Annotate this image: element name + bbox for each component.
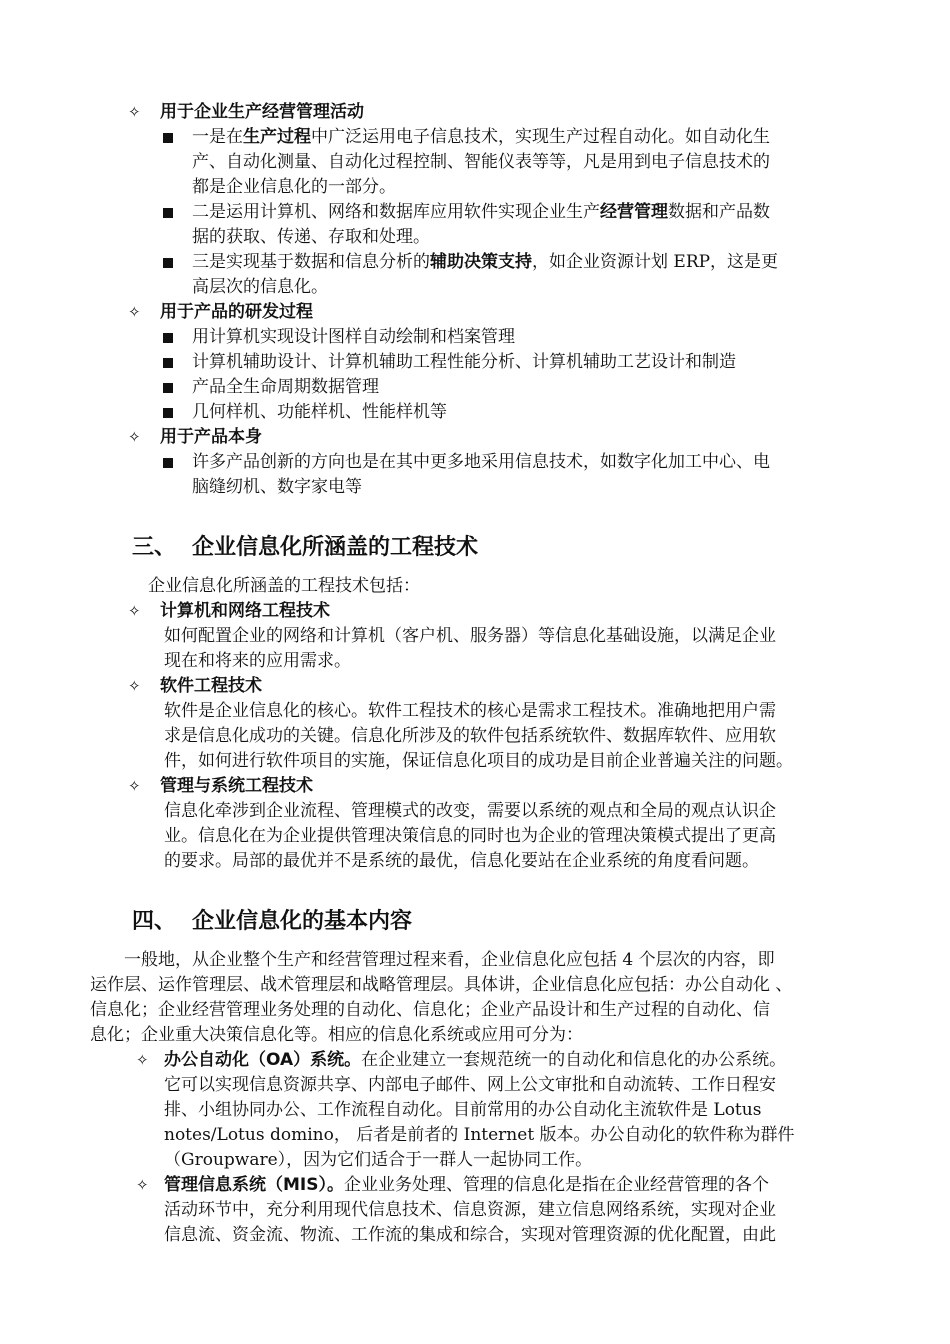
tech-title: 管理与系统工程技术: [160, 776, 313, 796]
section-number: 三、: [132, 535, 177, 560]
tech-text: 现在和将来的应用需求。: [164, 651, 351, 671]
diamond-bullet-icon: ✧: [128, 303, 141, 321]
diamond-bullet-icon: ✧: [128, 103, 141, 121]
section-heading: 企业信息化所涵盖的工程技术: [192, 535, 479, 560]
square-bullet-icon: [163, 258, 173, 268]
tech-text: 信息化牵涉到企业流程、管理模式的改变，需要以系统的观点和全局的观点认识企: [164, 801, 776, 821]
group-title: 用于企业生产经营管理活动: [160, 102, 364, 122]
bullet-text: 高层次的信息化。: [192, 277, 328, 297]
square-bullet-icon: [163, 133, 173, 143]
list-item: 几何样机、功能样机、性能样机等: [192, 402, 447, 422]
bullet-text: 许多产品创新的方向也是在其中更多地采用信息技术，如数字化加工中心、电: [192, 452, 770, 472]
tech-text: 件，如何进行软件项目的实施，保证信息化项目的成功是目前企业普遍关注的问题。: [164, 751, 793, 771]
diamond-bullet-icon: ✧: [128, 777, 141, 795]
diamond-bullet-icon: ✧: [128, 602, 141, 620]
section-number: 四、: [132, 909, 177, 934]
oa-system: 办公自动化（OA）系统。在企业建立一套规范统一的自动化和信息化的办公系统。: [164, 1050, 787, 1070]
bullet-text: 二是运用计算机、网络和数据库应用软件实现企业生产经营管理数据和产品数: [192, 202, 770, 222]
diamond-bullet-icon: ✧: [136, 1051, 149, 1069]
diamond-bullet-icon: ✧: [128, 428, 141, 446]
square-bullet-icon: [163, 208, 173, 218]
mis-text: 活动环节中，充分利用现代信息技术、信息资源，建立信息网络系统，实现对企业: [164, 1200, 776, 1220]
tech-text: 求是信息化成功的关键。信息化所涉及的软件包括系统软件、数据库软件、应用软: [164, 726, 776, 746]
oa-text: （Groupware），因为它们适合于一群人一起协同工作。: [164, 1150, 593, 1170]
section-intro: 企业信息化所涵盖的工程技术包括：: [148, 576, 420, 596]
square-bullet-icon: [163, 358, 173, 368]
mis-system: 管理信息系统（MIS）。企业业务处理、管理的信息化是指在企业经营管理的各个: [164, 1175, 769, 1195]
oa-text: 排、小组协同办公、工作流程自动化。目前常用的办公自动化主流软件是 Lotus: [164, 1100, 762, 1120]
bullet-text: 三是实现基于数据和信息分析的辅助决策支持，如企业资源计划 ERP，这是更: [192, 252, 779, 272]
paragraph-line: 信息化；企业经营管理业务处理的自动化、信息化；企业产品设计和生产过程的自动化、信: [90, 1000, 770, 1020]
tech-text: 的要求。局部的最优并不是系统的最优，信息化要站在企业系统的角度看问题。: [164, 851, 759, 871]
oa-text: notes/Lotus domino， 后者是前者的 Internet 版本。办公自动化的软件称为群件: [164, 1125, 795, 1145]
tech-text: 软件是企业信息化的核心。软件工程技术的核心是需求工程技术。准确地把用户需: [164, 701, 776, 721]
square-bullet-icon: [163, 408, 173, 418]
list-item: 计算机辅助设计、计算机辅助工程性能分析、计算机辅助工艺设计和制造: [192, 352, 736, 372]
section-heading: 企业信息化的基本内容: [192, 909, 413, 934]
paragraph-line: 一般地，从企业整个生产和经营管理过程来看，企业信息化应包括 4 个层次的内容，即: [124, 950, 775, 970]
bullet-text: 脑缝纫机、数字家电等: [192, 477, 362, 497]
bullet-text: 据的获取、传递、存取和处理。: [192, 227, 430, 247]
tech-text: 如何配置企业的网络和计算机（客户机、服务器）等信息化基础设施，以满足企业: [164, 626, 776, 646]
group-title: 用于产品的研发过程: [160, 302, 313, 322]
bullet-text: 产、自动化测量、自动化过程控制、智能仪表等等，凡是用到电子信息技术的: [192, 152, 770, 172]
square-bullet-icon: [163, 383, 173, 393]
mis-text: 信息流、资金流、物流、工作流的集成和综合，实现对管理资源的优化配置，由此: [164, 1225, 776, 1245]
paragraph-line: 运作层、运作管理层、战术管理层和战略管理层。具体讲，企业信息化应包括：办公自动化 、: [90, 975, 793, 995]
bullet-text: 都是企业信息化的一部分。: [192, 177, 396, 197]
tech-text: 业。信息化在为企业提供管理决策信息的同时也为企业的管理决策模式提出了更高: [164, 826, 776, 846]
oa-text: 它可以实现信息资源共享、内部电子邮件、网上公文审批和自动流转、工作日程安: [164, 1075, 776, 1095]
square-bullet-icon: [163, 458, 173, 468]
list-item: 用计算机实现设计图样自动绘制和档案管理: [192, 327, 515, 347]
tech-title: 计算机和网络工程技术: [160, 601, 330, 621]
group-title: 用于产品本身: [160, 427, 262, 447]
bullet-text: 一是在生产过程中广泛运用电子信息技术，实现生产过程自动化。如自动化生: [192, 127, 770, 147]
tech-title: 软件工程技术: [160, 676, 262, 696]
diamond-bullet-icon: ✧: [136, 1176, 149, 1194]
list-item: 产品全生命周期数据管理: [192, 377, 379, 397]
square-bullet-icon: [163, 333, 173, 343]
paragraph-line: 息化；企业重大决策信息化等。相应的信息化系统或应用可分为：: [90, 1025, 583, 1045]
diamond-bullet-icon: ✧: [128, 677, 141, 695]
